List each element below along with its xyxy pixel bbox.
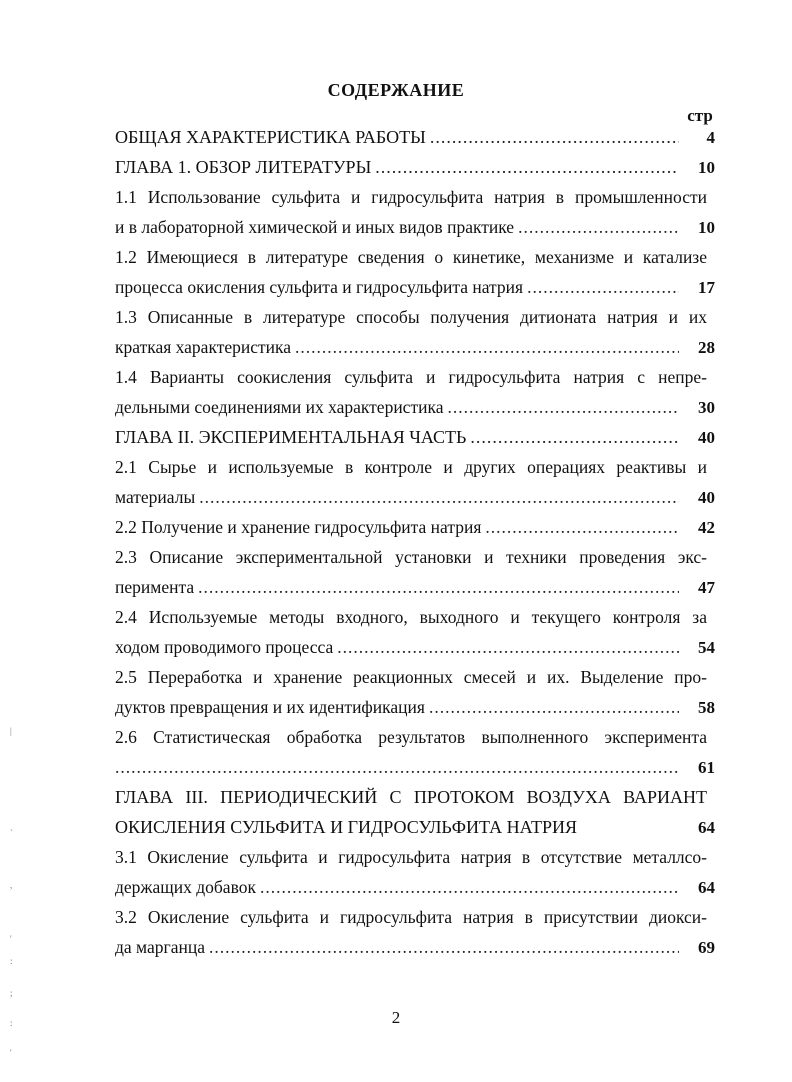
toc-page-number: 42 (698, 518, 715, 537)
toc-entry-text: 2.2 Получение и хранение гидросульфита натрия (115, 517, 482, 537)
toc-entry-text: 2.6 Статистическая обработка результатов выполненного эксперимента (115, 727, 707, 747)
toc-page-number: 69 (698, 938, 715, 957)
toc-entry-text: ГЛАВА III. ПЕРИОДИЧЕСКИЙ С ПРОТОКОМ ВОЗДУХА ВАРИАНТ (115, 787, 707, 807)
toc-entry-1-3-line1 (115, 306, 715, 328)
dot-leader (527, 276, 679, 298)
toc-entry-1-1-line1 (115, 186, 715, 208)
toc-entry-3-2-line1 (115, 906, 715, 928)
toc-entry-text: перимента (115, 577, 195, 597)
dot-leader (260, 876, 679, 898)
toc-entry-general (115, 126, 715, 149)
toc-entry-text: держащих добавок (115, 877, 256, 897)
toc-page-number: 61 (698, 758, 715, 777)
toc-entry-text: 3.2 Окисление сульфита и гидросульфита натрия в присутствии диокси- (115, 907, 707, 927)
toc-entry-text: краткая характеристика (115, 337, 292, 357)
toc-entry-1-4-line2 (115, 396, 715, 419)
toc-entry-text: 1.3 Описанные в литературе способы получения дитионата натрия и их (115, 307, 707, 327)
toc-entry-1-1-line2 (115, 216, 715, 239)
dot-leader (430, 126, 679, 148)
toc-page-number: 40 (698, 428, 715, 447)
scan-artifact: | (10, 726, 12, 736)
dot-leader (209, 936, 679, 958)
toc-entry-2-2 (115, 516, 715, 539)
toc-entry-2-3-line2 (115, 576, 715, 599)
toc-entry-text: ОКИСЛЕНИЯ СУЛЬФИТА И ГИДРОСУЛЬФИТА НАТРИЯ (115, 817, 578, 837)
toc-entry-3-1-line1 (115, 846, 715, 868)
toc-page-number: 47 (698, 578, 715, 597)
toc-page-number: 64 (698, 818, 715, 837)
toc-entry-text: да марганца (115, 937, 205, 957)
dot-leader (447, 396, 679, 418)
toc-entry-text: 1.2 Имеющиеся в литературе сведения о кинетике, механизме и катализе (115, 247, 707, 267)
dot-leader (199, 486, 679, 508)
scan-artifact: : (10, 956, 13, 966)
page-title: СОДЕРЖАНИЕ (327, 80, 465, 100)
toc-entry-text: 2.3 Описание экспериментальной установки и техники проведения экс- (115, 547, 707, 567)
toc-entry-2-4-line2 (115, 636, 715, 659)
toc-entry-2-5-line1 (115, 666, 715, 688)
toc-page-number: 30 (698, 398, 715, 417)
dot-leader (295, 336, 679, 358)
toc-entry-text: 1.1 Использование сульфита и гидросульфита натрия в промышленности (115, 187, 707, 207)
toc-page-number: 4 (706, 128, 715, 147)
toc-entry-text: материалы (115, 487, 196, 507)
dot-leader (198, 576, 679, 598)
scan-artifact: , (10, 880, 13, 890)
toc-entry-text: и в лабораторной химической и иных видов практике (115, 217, 515, 237)
toc-entry-text: 2.5 Переработка и хранение реакционных смесей и их. Выделение про- (115, 667, 707, 687)
toc-entry-1-4-line1 (115, 366, 715, 388)
toc-entry-1-2-line2 (115, 276, 715, 299)
toc-entry-text: 2.1 Сырье и используемые в контроле и других операциях реактивы и (115, 457, 707, 477)
dot-leader (518, 216, 679, 238)
toc-entry-chapter-3-line1 (115, 786, 715, 808)
dot-leader (429, 696, 679, 718)
scan-artifact: ' (10, 934, 12, 944)
page-column-label: стр (687, 106, 713, 125)
toc-entry-text: 1.4 Варианты соокисления сульфита и гидросульфита натрия с непре- (115, 367, 707, 387)
toc-entry-2-5-line2 (115, 696, 715, 719)
toc-entry-text: ОБЩАЯ ХАРАКТЕРИСТИКА РАБОТЫ (115, 127, 426, 147)
dot-leader (375, 156, 679, 178)
toc-entry-1-2-line1 (115, 246, 715, 268)
toc-entry-2-3-line1 (115, 546, 715, 568)
toc-entry-1-3-line2 (115, 336, 715, 359)
scan-artifact: ; (10, 988, 13, 998)
toc-entry-text: ходом проводимого процесса (115, 637, 334, 657)
toc-entry-text: 3.1 Окисление сульфита и гидросульфита натрия в отсутствие металлсо- (115, 847, 707, 867)
toc-entry-chapter-2 (115, 426, 715, 449)
toc-page-number: 10 (698, 218, 715, 237)
toc-entry-text: дельными соединениями их характеристика (115, 397, 444, 417)
dot-leader (470, 426, 679, 448)
dot-leader (115, 756, 679, 778)
toc-entry-2-1-line1 (115, 456, 715, 478)
scan-artifact: ` (10, 828, 13, 838)
toc-entry-text: 2.4 Используемые методы входного, выходного и текущего контроля за (115, 607, 707, 627)
toc-entry-2-6-line1 (115, 726, 715, 748)
toc-entry-chapter-1 (115, 156, 715, 179)
toc-page-number: 28 (698, 338, 715, 357)
toc-page-number: 40 (698, 488, 715, 507)
toc-entry-text: ГЛАВА 1. ОБЗОР ЛИТЕРАТУРЫ (115, 157, 372, 177)
page-number: 2 (391, 1008, 401, 1027)
toc-entry-text: ГЛАВА II. ЭКСПЕРИМЕНТАЛЬНАЯ ЧАСТЬ (115, 427, 467, 447)
toc-page-number: 17 (698, 278, 715, 297)
toc-page-number: 10 (698, 158, 715, 177)
toc-entry-3-2-line2 (115, 936, 715, 959)
toc-entry-text: процесса окисления сульфита и гидросульфита натрия (115, 277, 524, 297)
toc-entry-2-1-line2 (115, 486, 715, 509)
toc-entry-text: дуктов превращения и их идентификация (115, 697, 425, 717)
toc-entry-3-1-line2 (115, 876, 715, 899)
dot-leader (485, 516, 679, 538)
toc-page-number: 54 (698, 638, 715, 657)
toc-entry-chapter-3-line2 (115, 816, 715, 839)
toc-page-number: 58 (698, 698, 715, 717)
toc-entry-2-4-line1 (115, 606, 715, 628)
dot-leader (337, 636, 679, 658)
toc-entry-2-6-line2 (115, 756, 715, 779)
toc-page-number: 64 (698, 878, 715, 897)
scan-artifact: : (10, 1018, 13, 1028)
scan-artifact: ' (10, 1048, 12, 1058)
